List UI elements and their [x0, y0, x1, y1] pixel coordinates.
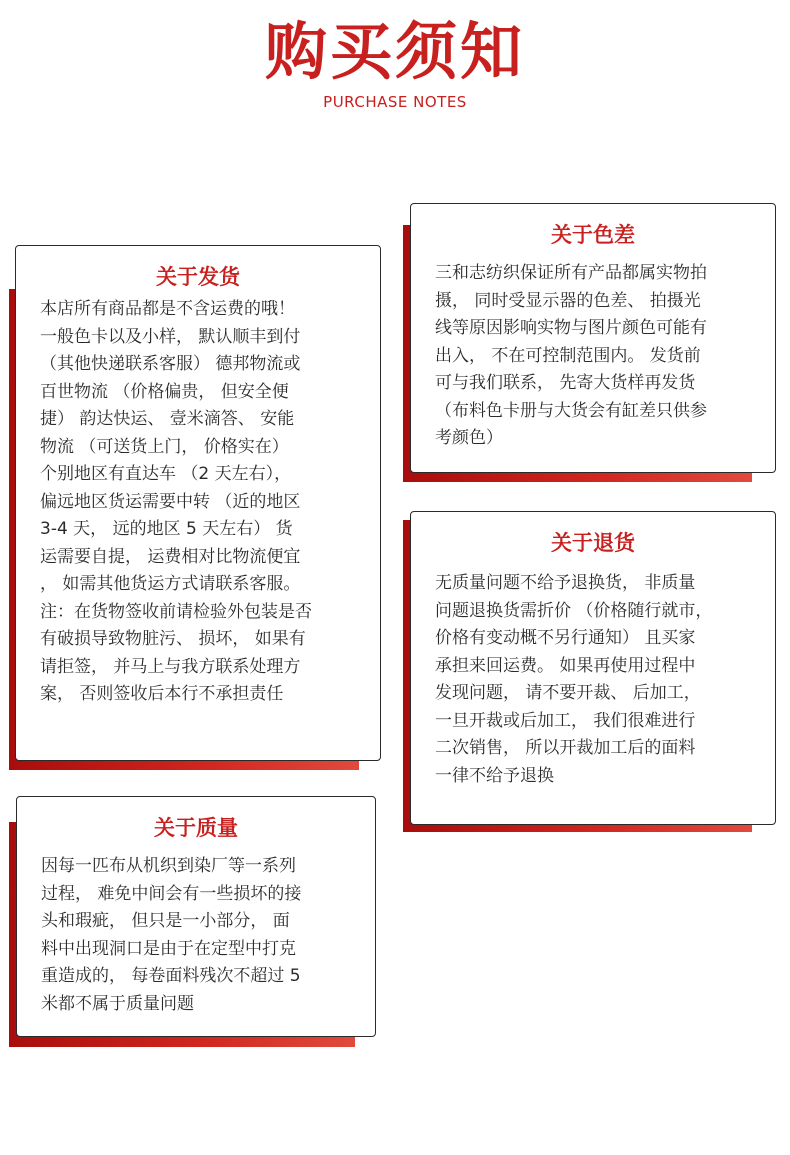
text-line: ， 如需其他货运方式请联系客服。 — [40, 574, 301, 594]
quality-card-body — [41, 853, 357, 1018]
text-line: 3-4 天， 远的地区 5 天左右） 货 — [40, 519, 293, 539]
text-line: 考颜色） — [435, 428, 503, 448]
quality-card — [16, 796, 376, 1037]
text-line: 注：在货物签收前请检验外包装是否 — [40, 601, 312, 622]
text-line: 一旦开裁或后加工， 我们很难进行 — [435, 710, 696, 731]
text-line: 案， 否则签收后本行不承担责任 — [40, 684, 284, 704]
color-card-title: 关于色差 — [551, 223, 635, 247]
text-line: 可与我们联系， 先寄大货样再发货 — [435, 373, 696, 393]
shipping-card-body — [40, 296, 362, 709]
text-line: 价格有变动概不另行通知） 且买家 — [435, 628, 696, 648]
text-line: 一般色卡以及小样， 默认顺丰到付 — [40, 326, 301, 347]
text-line: （布料色卡册与大货会有缸差只供参 — [435, 400, 707, 421]
text-line: 个别地区有直达车 （2 天左右）， — [40, 464, 292, 484]
shipping-card — [15, 245, 381, 761]
text-line: 线等原因影响实物与图片颜色可能有 — [435, 318, 707, 338]
text-line: 捷） 韵达快运、 壹米滴答、 安能 — [40, 409, 295, 429]
page-subtitle: PURCHASE NOTES — [323, 93, 467, 111]
text-line: 出入， 不在可控制范围内。 发货前 — [435, 345, 701, 366]
text-line: （其他快递联系客服） 德邦物流或 — [40, 354, 301, 374]
text-line: 料中出现洞口是由于在定型中打克 — [41, 938, 296, 959]
quality-card-title: 关于质量 — [154, 816, 238, 840]
text-line: 头和瑕疵， 但只是一小部分， 面 — [41, 911, 290, 931]
text-line: 运需要自提， 运费相对比物流便宜 — [40, 546, 301, 567]
text-line: 摄， 同时受显示器的色差、 拍摄光 — [435, 290, 701, 311]
text-line: 有破损导致物脏污、 损坏， 如果有 — [40, 629, 306, 649]
page-title: 购买须知 — [264, 15, 525, 88]
text-line: 一律不给予退换 — [435, 765, 554, 786]
text-line: 问题退换货需折价 （价格随行就市， — [435, 600, 713, 621]
color-card — [410, 203, 776, 473]
text-line: 发现问题， 请不要开裁、 后加工， — [435, 683, 701, 703]
text-line: 无质量问题不给予退换货， 非质量 — [435, 573, 696, 593]
text-line: 承担来回运费。 如果再使用过程中 — [435, 655, 696, 676]
text-line: 物流 （可送货上门， 价格实在） — [40, 436, 289, 457]
text-line: 请拒签， 并马上与我方联系处理方 — [40, 656, 301, 677]
text-line: 偏远地区货运需要中转 （近的地区 — [40, 491, 301, 512]
text-line: 二次销售， 所以开裁加工后的面料 — [435, 738, 696, 758]
text-line: 本店所有商品都是不含运费的哦！ — [40, 299, 295, 319]
returns-card-body — [435, 570, 757, 790]
text-line: 三和志纺织保证所有产品都属实物拍 — [435, 263, 707, 283]
text-line: 过程， 难免中间会有一些损坏的接 — [41, 883, 302, 904]
returns-card — [410, 511, 776, 825]
text-line: 米都不属于质量问题 — [41, 993, 194, 1014]
returns-card-title: 关于退货 — [551, 531, 635, 555]
text-line: 百世物流 （价格偏贵， 但安全便 — [40, 381, 289, 402]
shipping-card-title: 关于发货 — [156, 265, 240, 289]
color-card-body — [435, 260, 757, 453]
text-line: 因每一匹布从机织到染厂等一系列 — [41, 856, 296, 876]
text-line: 重造成的， 每卷面料残次不超过 5 — [41, 966, 301, 986]
